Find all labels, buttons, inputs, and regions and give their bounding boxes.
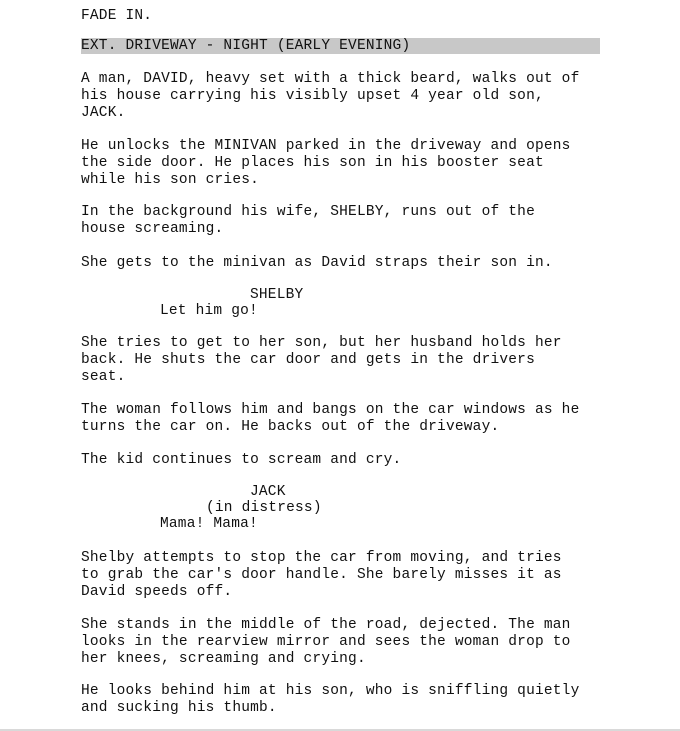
action-line: She tries to get to her son, but her husband holds her	[81, 335, 562, 351]
action-line: In the background his wife, SHELBY, runs out of the	[81, 204, 535, 220]
action-line: and sucking his thumb.	[81, 700, 277, 716]
action-line: his house carrying his visibly upset 4 year old son,	[81, 88, 544, 104]
dialogue-line: Mama! Mama!	[160, 516, 258, 532]
action-line: He unlocks the MINIVAN parked in the driveway and opens	[81, 138, 571, 154]
scene-heading: EXT. DRIVEWAY - NIGHT (EARLY EVENING)	[81, 38, 411, 54]
scene-heading-highlight	[81, 38, 600, 54]
action-line: He looks behind him at his son, who is sniffling quietly	[81, 683, 580, 699]
action-line: A man, DAVID, heavy set with a thick beard, walks out of	[81, 71, 580, 87]
action-line: Shelby attempts to stop the car from moving, and tries	[81, 550, 562, 566]
action-line: She gets to the minivan as David straps their son in.	[81, 255, 553, 271]
action-line: The kid continues to scream and cry.	[81, 452, 402, 468]
parenthetical: (in distress)	[206, 500, 322, 516]
action-line: JACK.	[81, 105, 126, 121]
action-line: while his son cries.	[81, 172, 260, 188]
action-line: turns the car on. He backs out of the driveway.	[81, 419, 500, 435]
action-line: looks in the rearview mirror and sees the woman drop to	[81, 634, 571, 650]
character-name: JACK	[250, 484, 286, 500]
action-line: back. He shuts the car door and gets in the drivers	[81, 352, 535, 368]
action-line: the side door. He places his son in his booster seat	[81, 155, 544, 171]
action-line: David speeds off.	[81, 584, 233, 600]
transition-fade-in: FADE IN.	[81, 8, 153, 24]
action-line: She stands in the middle of the road, dejected. The man	[81, 617, 571, 633]
dialogue-line: Let him go!	[160, 303, 258, 319]
action-line: The woman follows him and bangs on the car windows as he	[81, 402, 580, 418]
action-line: seat.	[81, 369, 126, 385]
action-line: house screaming.	[81, 221, 224, 237]
action-line: her knees, screaming and crying.	[81, 651, 366, 667]
character-name: SHELBY	[250, 287, 304, 303]
action-line: to grab the car's door handle. She barely misses it as	[81, 567, 562, 583]
